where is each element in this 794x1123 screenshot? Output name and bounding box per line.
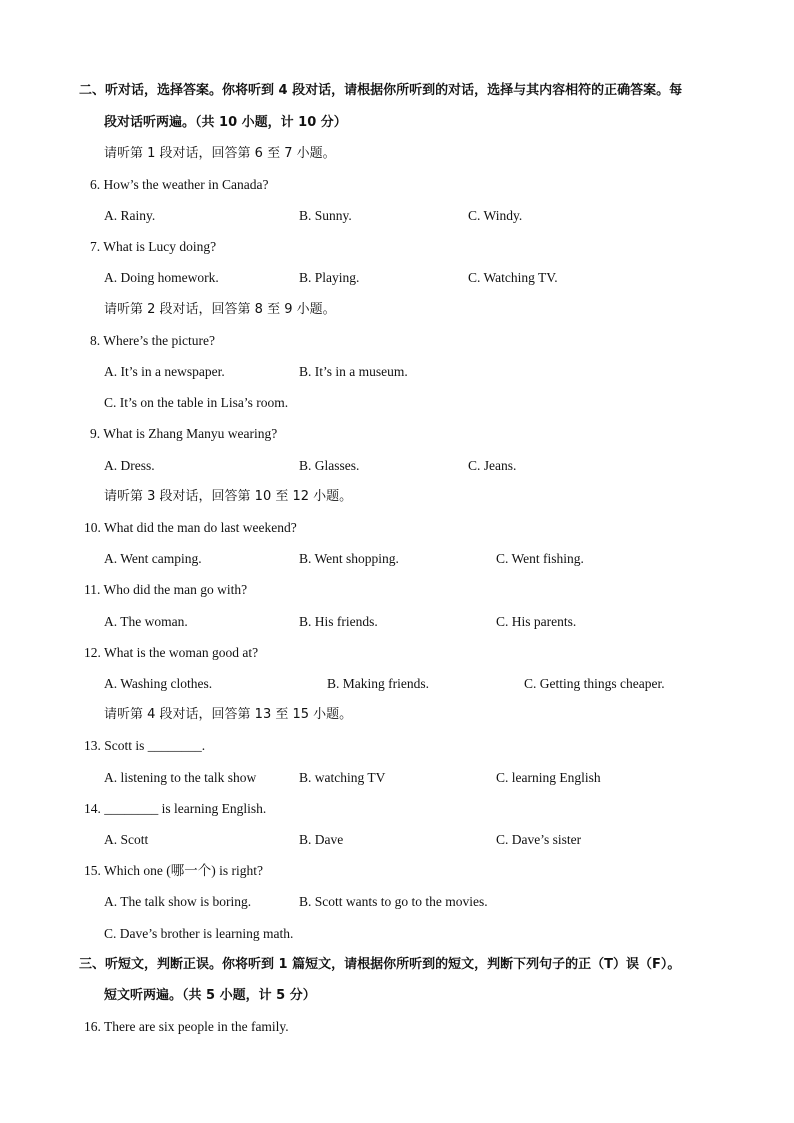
question-8-option-a: A. It’s in a newspaper. [104, 364, 225, 379]
section2-heading-line1: 二、听对话，选择答案。你将听到 4 段对话，请根据你所听到的对话，选择与其内容相符的正确答案。每 [79, 83, 683, 98]
question-9-option-c: C. Jeans. [468, 458, 517, 473]
question-14-option-b: B. Dave [299, 832, 344, 847]
question-7-option-b: B. Playing. [299, 270, 360, 285]
question-14-stem: 14. ________ is learning English. [84, 801, 267, 816]
section3-heading-line2: 短文听两遍。（共 5 小题，计 5 分） [104, 988, 316, 1003]
dialog1-intro: 请听第 1 段对话，回答第 6 至 7 小题。 [104, 146, 336, 161]
section2-heading-line2: 段对话听两遍。（共 10 小题，计 10 分） [104, 115, 347, 130]
question-16-stem: 16. There are six people in the family. [84, 1019, 289, 1034]
question-15-stem: 15. Which one (哪一个) is right? [84, 863, 263, 878]
question-10-option-a: A. Went camping. [104, 551, 202, 566]
question-10-option-c: C. Went fishing. [496, 551, 584, 566]
question-10-option-b: B. Went shopping. [299, 551, 399, 566]
dialog3-intro: 请听第 3 段对话，回答第 10 至 12 小题。 [104, 489, 353, 504]
question-12-stem: 12. What is the woman good at? [84, 645, 259, 660]
question-11-option-b: B. His friends. [299, 614, 378, 629]
question-6-stem: 6. How’s the weather in Canada? [90, 177, 269, 192]
question-15-option-c: C. Dave’s brother is learning math. [104, 926, 294, 941]
question-6-option-b: B. Sunny. [299, 208, 352, 223]
question-8-option-c: C. It’s on the table in Lisa’s room. [104, 395, 289, 410]
question-15-option-b: B. Scott wants to go to the movies. [299, 894, 488, 909]
question-13-option-a: A. listening to the talk show [104, 770, 257, 785]
question-13-stem: 13. Scott is ________. [84, 738, 206, 753]
question-11-option-a: A. The woman. [104, 614, 188, 629]
question-7-option-c: C. Watching TV. [468, 270, 558, 285]
question-14-option-a: A. Scott [104, 832, 149, 847]
question-9-stem: 9. What is Zhang Manyu wearing? [90, 426, 278, 441]
question-15-option-a: A. The talk show is boring. [104, 894, 252, 909]
question-13-option-b: B. watching TV [299, 770, 386, 785]
question-6-option-c: C. Windy. [468, 208, 523, 223]
question-11-option-c: C. His parents. [496, 614, 577, 629]
question-9-option-b: B. Glasses. [299, 458, 360, 473]
question-13-option-c: C. learning English [496, 770, 601, 785]
question-10-stem: 10. What did the man do last weekend? [84, 520, 297, 535]
question-14-option-c: C. Dave’s sister [496, 832, 582, 847]
question-9-option-a: A. Dress. [104, 458, 155, 473]
dialog2-intro: 请听第 2 段对话，回答第 8 至 9 小题。 [104, 302, 336, 317]
question-7-option-a: A. Doing homework. [104, 270, 219, 285]
dialog4-intro: 请听第 4 段对话，回答第 13 至 15 小题。 [104, 707, 353, 722]
question-11-stem: 11. Who did the man go with? [84, 582, 248, 597]
question-8-stem: 8. Where’s the picture? [90, 333, 215, 348]
question-12-option-b: B. Making friends. [327, 676, 429, 691]
question-6-option-a: A. Rainy. [104, 208, 156, 223]
question-8-option-b: B. It’s in a museum. [299, 364, 408, 379]
section3-heading-line1: 三、听短文，判断正误。你将听到 1 篇短文，请根据你所听到的短文，判断下列句子的正（T）误（F）。 [79, 957, 681, 972]
question-12-option-a: A. Washing clothes. [104, 676, 213, 691]
question-7-stem: 7. What is Lucy doing? [90, 239, 217, 254]
question-12-option-c: C. Getting things cheaper. [524, 676, 665, 691]
